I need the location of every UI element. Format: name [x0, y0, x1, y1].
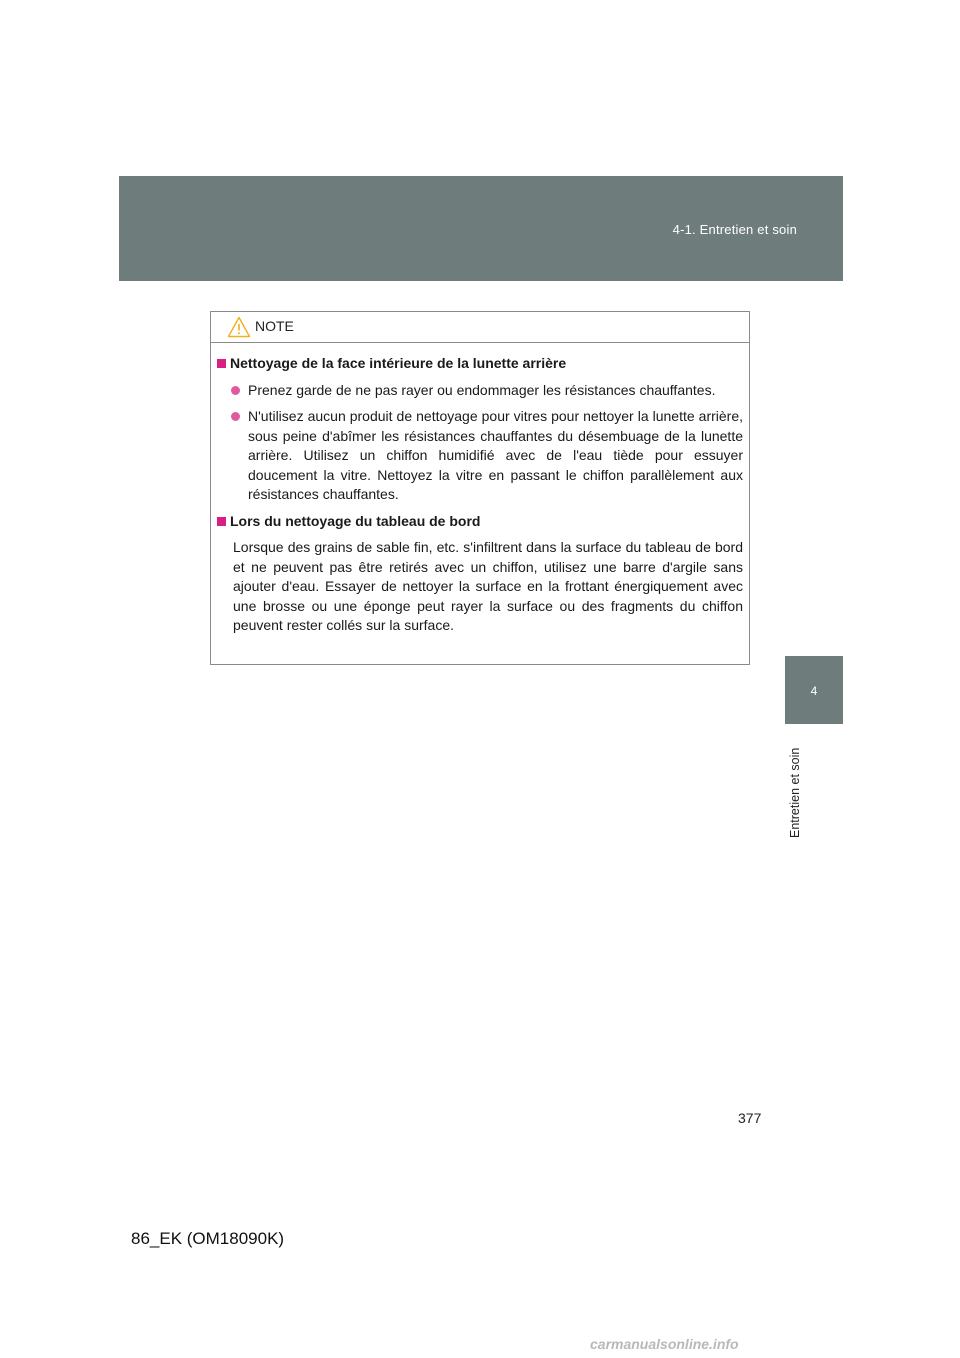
square-bullet-icon [217, 517, 226, 526]
page-number: 377 [738, 1110, 762, 1126]
list-item-text: Prenez garde de ne pas rayer ou endommager les résistances chauffantes. [248, 381, 716, 398]
note-title: NOTE [255, 318, 294, 334]
circle-bullet-icon [231, 386, 240, 395]
list-item [217, 407, 743, 505]
section-title [217, 354, 743, 374]
warning-triangle-icon [227, 316, 251, 338]
section-title-text: Nettoyage de la face intérieure de la lunette arrière [230, 355, 567, 371]
chapter-label-text: Entretien et soin [788, 747, 802, 838]
note-body [211, 343, 749, 636]
note-box [210, 311, 750, 665]
header-band [119, 176, 843, 281]
square-bullet-icon [217, 359, 226, 368]
circle-bullet-icon [231, 412, 240, 421]
note-header [211, 312, 749, 343]
list-item-text: N'utilisez aucun produit de nettoyage pour vitres pour nettoyer la lunette arrière, sous peine d'abîmer les résistances chauffantes du désembuage de la lunette arrière. Utilisez un chiffon humidifié avec de l'eau tiède pour essuyer doucement la vitre. Nettoyez la vitre en passant le chiffon parallèlement aux résistances chauffantes. [248, 408, 743, 502]
section-paragraph: Lorsque des grains de sable fin, etc. s'infiltrent dans la surface du tableau de bord et ne peuvent pas être retirés avec un chiffon, utilisez une barre d'argile sans ajouter d'eau. Essayer de nettoyer la surface en la frottant énergiquement avec une brosse ou une éponge peut rayer la surface ou des fragments du chiffon peuvent rester collés sur la surface. [233, 539, 743, 633]
section-title-text: Lors du nettoyage du tableau de bord [230, 512, 481, 529]
chapter-tab [785, 656, 843, 724]
section-title [217, 512, 743, 532]
header-section-title: 4-1. Entretien et soin [672, 222, 797, 237]
chapter-label [785, 732, 805, 842]
list-item [217, 381, 743, 401]
footer-code: 86_EK (OM18090K) [131, 1229, 285, 1248]
watermark: carmanualsonline.info [590, 1336, 739, 1352]
chapter-number: 4 [810, 684, 818, 698]
